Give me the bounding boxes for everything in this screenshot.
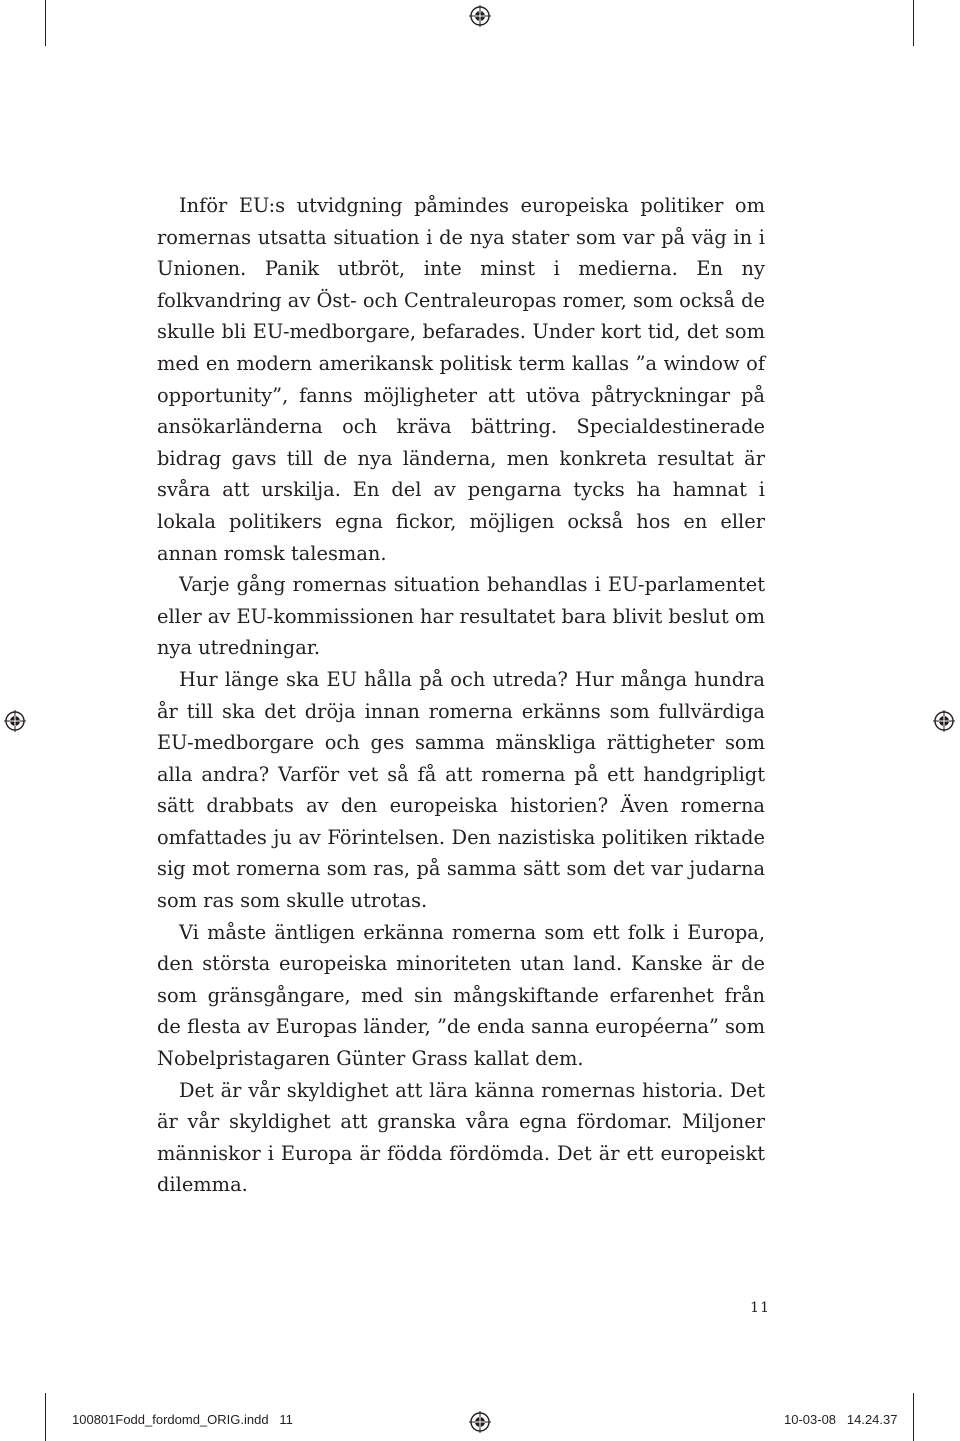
paragraph: Det är vår skyldighet att lära känna romernas historia. Det är vår skyldighet att granska våra egna fördomar. Miljoner människor i Europa är födda fördömda. Det är ett europeiskt dilemma. — [157, 1078, 765, 1197]
paragraph: Inför EU:s utvidgning påmindes europeiska politiker om romernas utsatta situation i de nya stater som var på väg in i Unionen. Panik utbröt, inte minst i medierna. En ny folkvandring av Öst- och Centraleuropas romer, som också de skulle bli EU-medborgare, befarades. Under kort tid, det som med en modern amerikansk politisk term kallas ”a window of opportunity”, fanns möjligheter att utöva påtryckningar på ansökarländerna och kräva bättring. Specialdestinerade bidrag gavs till de nya länderna, men konkreta resultat är svåra att urskilja. En del av pengarna tycks ha hamnat i lokala politikers egna fickor, möjligen också hos en eller annan romsk talesman. — [157, 194, 765, 565]
crop-mark-top-left — [45, 0, 46, 46]
slug-file-info: 100801Fodd_fordomd_ORIG.indd 11 — [72, 1412, 293, 1427]
paragraph: Varje gång romernas situation behandlas i EU-parlamentet eller av EU-kommissionen har resultatet bara blivit beslut om nya utredningar. — [157, 573, 765, 660]
crop-mark-bottom-left — [45, 1393, 46, 1441]
paragraph: Hur länge ska EU hålla på och utreda? Hur många hundra år till ska det dröja innan romerna erkänns som fullvärdiga EU-medborgare och ges samma mänskliga rättigheter som alla andra? Varför vet så få att romerna på ett handgripligt sätt drabbats av den europeiska historien? Även romerna omfattades ju av Förintelsen. Den nazistiska politiken riktade sig mot romerna som ras, på samma sätt som det var judarna som ras som skulle utrotas. — [157, 667, 765, 913]
registration-target-icon — [469, 5, 491, 27]
paragraph: Vi måste äntligen erkänna romerna som ett folk i Europa, den största europeiska minoriteten utan land. Kanske är de som gränsgångare, med sin mångskiftande erfarenhet från de flesta av Europas länder, ”de enda sanna européerna” som Nobelpristagaren Günter Grass kallat dem. — [157, 920, 765, 1071]
page-number: 11 — [750, 1300, 770, 1316]
slug-datetime: 10-03-08 14.24.37 — [784, 1412, 898, 1427]
registration-target-icon — [4, 710, 26, 732]
registration-target-icon — [933, 710, 955, 732]
crop-mark-top-right — [913, 0, 914, 46]
body-text — [157, 190, 765, 1201]
registration-target-icon — [469, 1411, 491, 1433]
crop-mark-bottom-right — [913, 1393, 914, 1441]
